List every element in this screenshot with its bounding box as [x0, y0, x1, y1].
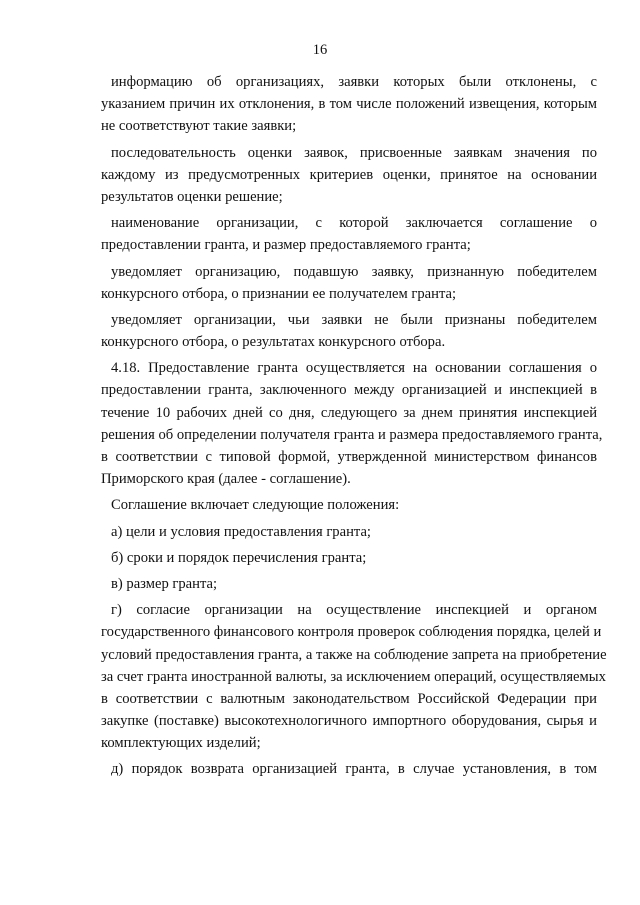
- text-line: течение 10 рабочих дней со дня, следующего за днем принятия инспекцией: [101, 404, 597, 421]
- paragraph: [111, 71, 597, 93]
- text-line: г) согласие организации на осуществление инспекцией и органом: [111, 602, 597, 619]
- text-line: б) сроки и порядок перечисления гранта;: [111, 549, 367, 566]
- text-line: в) размер гранта;: [111, 575, 218, 592]
- paragraph-continuation: [101, 234, 597, 256]
- list-item: [111, 547, 597, 569]
- text-line: в соответствии с валютным законодательством Российской Федерации при: [101, 690, 597, 707]
- text-line: за счет гранта иностранной валюты, за исключением операций, осуществляемых: [101, 668, 606, 685]
- text-line: в соответствии с типовой формой, утвержденной министерством финансов: [101, 449, 597, 465]
- text-line: комплектующих изделий;: [101, 735, 261, 752]
- text-line: конкурсного отбора, о признании ее получателем гранта;: [101, 285, 457, 302]
- paragraph: [111, 212, 597, 234]
- paragraph-continuation: [101, 164, 597, 208]
- paragraph-continuation: [101, 621, 607, 754]
- text-line: условий предоставления гранта, а также на соблюдение запрета на приобретение: [101, 646, 607, 663]
- text-line: уведомляет организацию, подавшую заявку, признанную победителем: [111, 263, 597, 280]
- text-line: закупке (поставке) высокотехнологичного импортного оборудования, сырья и: [101, 713, 597, 730]
- list-item: [111, 758, 597, 780]
- paragraph-continuation: [101, 93, 597, 137]
- paragraph: [111, 309, 597, 331]
- list-item: [111, 521, 597, 543]
- text-line: информацию об организациях, заявки которых были отклонены, с: [111, 74, 597, 90]
- paragraph-continuation: [101, 331, 597, 353]
- text-line: результатов оценки решение;: [101, 188, 283, 205]
- text-line: государственного финансового контроля проверок соблюдения порядка, целей и: [101, 624, 602, 641]
- text-line: Соглашение включает следующие положения:: [111, 497, 400, 514]
- text-line: конкурсного отбора, о результатах конкурсного отбора.: [101, 334, 446, 351]
- document-body: [101, 71, 607, 781]
- paragraph: [111, 142, 597, 164]
- list-item: [111, 599, 597, 621]
- text-line: решения об определении получателя гранта и размера предоставляемого гранта,: [101, 426, 603, 443]
- text-line: предоставлении гранта, и размер предоставляемого гранта;: [101, 237, 471, 254]
- text-line: последовательность оценки заявок, присвоенные заявкам значения по: [111, 144, 597, 161]
- text-line: предоставлении гранта, заключенного между организацией и инспекцией в: [101, 382, 597, 399]
- paragraph-continuation: [101, 283, 597, 305]
- text-line: а) цели и условия предоставления гранта;: [111, 523, 371, 540]
- text-line: 4.18. Предоставление гранта осуществляется на основании соглашения о: [111, 360, 597, 377]
- list-item: [111, 573, 597, 595]
- paragraph: [111, 357, 597, 379]
- paragraph: [111, 494, 597, 516]
- page-number: 16: [312, 42, 328, 58]
- text-line: Приморского края (далее - соглашение).: [101, 471, 351, 488]
- text-line: наименование организации, с которой заключается соглашение о: [111, 215, 597, 232]
- text-line: каждому из предусмотренных критериев оценки, принятое на основании: [101, 166, 597, 183]
- paragraph: [111, 261, 597, 283]
- text-line: д) порядок возврата организацией гранта, в случае установления, в том: [111, 761, 597, 778]
- paragraph-continuation: [101, 379, 603, 490]
- text-line: уведомляет организации, чьи заявки не были признаны победителем: [111, 311, 597, 328]
- text-line: указанием причин их отклонения, в том числе положений извещения, которым: [101, 96, 597, 113]
- text-line: не соответствуют такие заявки;: [101, 118, 297, 135]
